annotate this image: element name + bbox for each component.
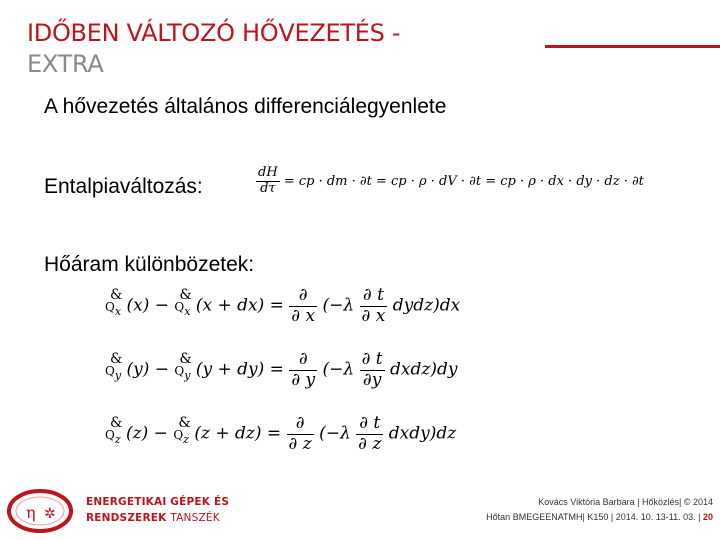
- eq-z-frac1-den: ∂ z: [288, 433, 312, 454]
- slide-title-line2: EXTRA: [27, 50, 104, 78]
- eq-z-tail: dxdy)dz: [388, 423, 457, 444]
- logo-emblem-icon: [6, 489, 76, 533]
- subscript-x: x: [114, 304, 122, 318]
- eq-y-frac2-den: ∂y: [362, 369, 382, 390]
- eq-z-mid: (−λ: [319, 423, 351, 444]
- subscript-z: z: [114, 432, 121, 446]
- subscript-x-2: x: [184, 304, 191, 318]
- svg-text:η: η: [26, 503, 36, 522]
- footer-author: Kovács Viktória Barbara | Hőközlés| © 2014: [538, 497, 713, 507]
- logo-text-line1: ENERGETIKAI GÉPEK ÉS: [86, 496, 230, 508]
- eq-y-frac1-num: ∂: [289, 350, 317, 371]
- slide-title-line1: IDŐBEN VÁLTOZÓ HŐVEZETÉS -: [27, 19, 401, 47]
- eq-z-frac2-den: ∂ z: [358, 433, 382, 454]
- eq-x-lhs2: (x + dx) =: [195, 295, 284, 316]
- eq-z-lhs2: (z + dz) =: [194, 423, 282, 444]
- eq-x-frac2-num: ∂ t: [360, 286, 388, 307]
- eq-y-frac2: [360, 350, 385, 390]
- subscript-z-2: z: [183, 432, 189, 446]
- eq-x-frac2: [360, 286, 388, 326]
- eq-y-frac2-num: ∂ t: [361, 349, 383, 369]
- qdot-symbol: Q &: [174, 350, 192, 378]
- logo-text-bold: RENDSZEREK: [86, 512, 167, 524]
- enthalpy-label: Entalpiaváltozás:: [44, 175, 203, 198]
- eq-y-tail: dxdz)dy: [390, 359, 458, 380]
- enthalpy-fraction: [256, 166, 280, 197]
- heat-flow-equation-x: [105, 286, 460, 326]
- eq-x-frac1-num: ∂: [289, 286, 317, 307]
- heat-flow-equation-y: [105, 350, 457, 390]
- eq-x-frac1-den: ∂ x: [291, 305, 316, 326]
- enthalpy-rhs: = cp · dm · ∂t = cp · ρ · dV · ∂t = cp · ρ · dx · dy · dz · ∂t: [283, 173, 644, 189]
- eq-z-lhs: (z) −: [126, 423, 174, 444]
- eq-z-frac1-num: ∂: [287, 414, 314, 435]
- subscript-y-2: y: [184, 368, 191, 382]
- slide-title: [27, 18, 400, 80]
- department-logo: [6, 487, 216, 535]
- enthalpy-numerator: dH: [258, 165, 278, 180]
- enthalpy-denominator: dτ: [260, 180, 276, 196]
- eq-x-frac1: [289, 286, 317, 326]
- eq-y-mid: (−λ: [322, 359, 355, 380]
- qdot-symbol: Q &: [173, 414, 191, 442]
- eq-z-frac2-num: ∂ t: [356, 414, 383, 435]
- eq-y-lhs2: (y + dy) =: [195, 359, 284, 380]
- qdot-symbol: Q &: [105, 286, 123, 314]
- enthalpy-equation: [256, 166, 644, 197]
- eq-x-frac2-den: ∂ x: [361, 305, 386, 326]
- eq-y-frac1: [289, 350, 317, 390]
- eq-x-mid: (−λ: [322, 295, 355, 316]
- footer-course-text: Hőtan BMEGEENATMH| K150 | 2014. 10. 13-11. 03. |: [486, 512, 701, 522]
- svg-text:✲: ✲: [44, 506, 56, 522]
- title-underline: [545, 45, 720, 48]
- eq-x-tail: dydz)dx: [392, 295, 461, 316]
- page-number: 20: [702, 512, 713, 522]
- eq-z-frac1: [287, 414, 314, 454]
- eq-y-lhs: (y) −: [126, 359, 175, 380]
- qdot-symbol: Q &: [105, 350, 123, 378]
- eq-z-frac2: [356, 414, 383, 454]
- eq-y-frac1-den: ∂ y: [291, 369, 316, 390]
- heat-flow-label: Hőáram különbözetek:: [44, 253, 255, 276]
- qdot-symbol: Q &: [174, 286, 192, 314]
- subscript-y: y: [114, 368, 122, 382]
- logo-text-thin: TANSZÉK: [170, 512, 220, 524]
- eq-x-lhs: (x) −: [126, 295, 175, 316]
- heading-text: A hővezetés általános differenciálegyenlete: [44, 95, 447, 118]
- footer-course: [486, 512, 713, 522]
- heat-flow-equation-z: [105, 414, 456, 454]
- logo-text-line2: [86, 512, 220, 524]
- qdot-symbol: Q &: [105, 414, 123, 442]
